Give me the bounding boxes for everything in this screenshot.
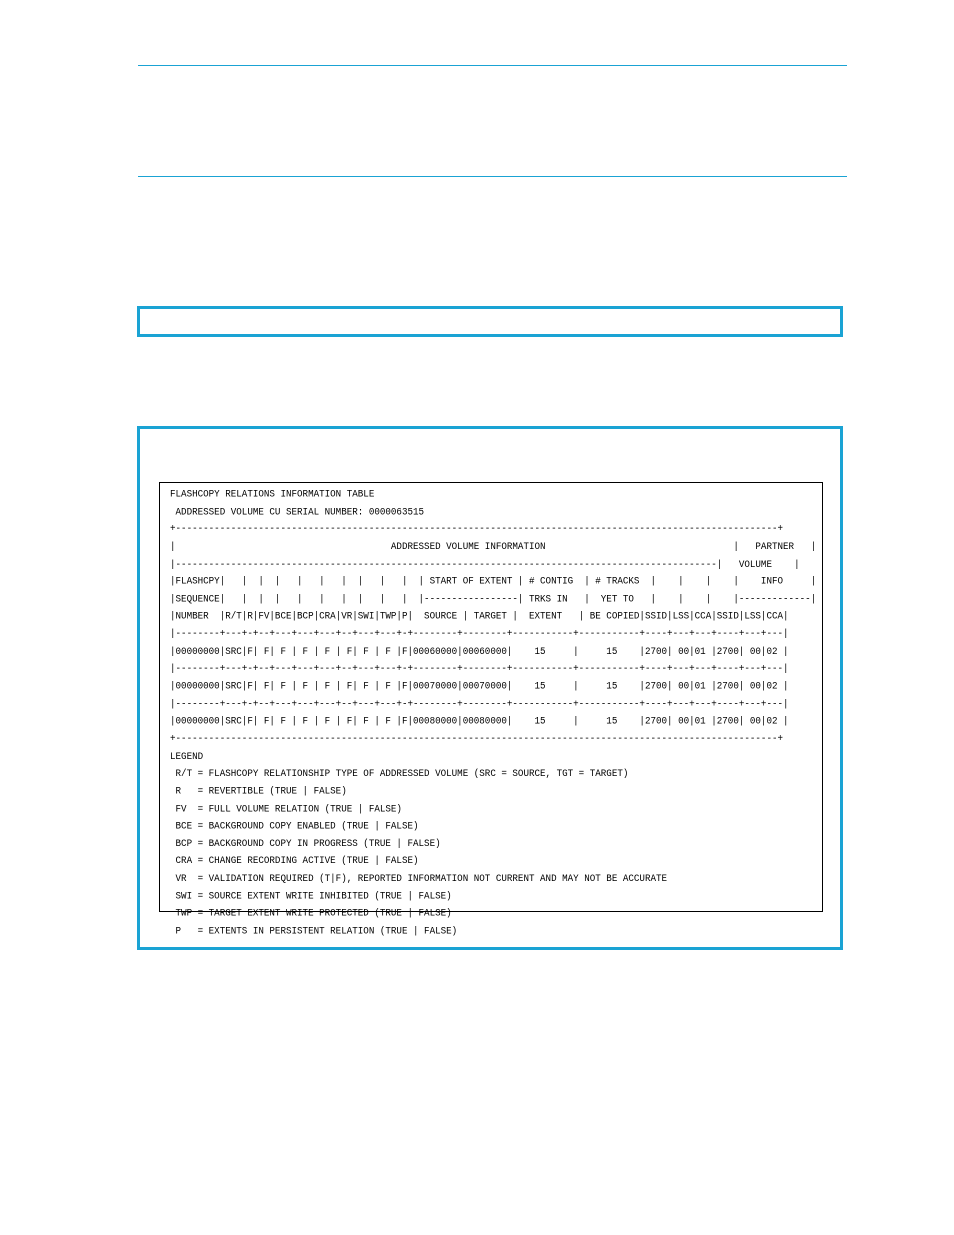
report-line: BCE = BACKGROUND COPY ENABLED (TRUE | FALSE) bbox=[170, 820, 419, 832]
report-line: |FLASHCPY| | | | | | | | | | | START OF EXTENT | # CONTIG | # TRACKS | | | | INFO | bbox=[170, 575, 817, 588]
report-line: R/T = FLASHCOPY RELATIONSHIP TYPE OF ADDRESSED VOLUME (SRC = SOURCE, TGT = TARGET) bbox=[170, 767, 629, 780]
report-line: P = EXTENTS IN PERSISTENT RELATION (TRUE | FALSE) bbox=[170, 924, 458, 937]
report-line: SWI = SOURCE EXTENT WRITE INHIBITED (TRUE | FALSE) bbox=[170, 889, 452, 902]
empty-callout-box bbox=[137, 306, 843, 337]
header-rule-bottom bbox=[138, 176, 847, 177]
report-line: |00000000|SRC|F| F| F | F | F | F| F | F |F|00070000|00070000| 15 | 15 |2700| 00|01 |2700| 00|02 | bbox=[170, 680, 789, 692]
report-line: ADDRESSED VOLUME CU SERIAL NUMBER: 0000063515 bbox=[170, 505, 425, 518]
report-line: |--------+---+-+--+---+---+---+--+---+---+-+--------+--------+-----------+-----------+----+---+---+----+---+---| bbox=[170, 697, 789, 710]
report-line: FV = FULL VOLUME RELATION (TRUE | FALSE) bbox=[170, 802, 402, 815]
report-line: +-------------------------------------------------------------------------------------------------------------+ bbox=[170, 732, 784, 745]
header-rule-top bbox=[138, 65, 847, 66]
report-line: CRA = CHANGE RECORDING ACTIVE (TRUE | FALSE) bbox=[170, 855, 419, 867]
report-line: +-------------------------------------------------------------------------------------------------------------+ bbox=[170, 523, 784, 535]
report-line: |--------------------------------------------------------------------------------------------------| VOLUME | bbox=[170, 557, 800, 570]
report-line: |NUMBER |R/T|R|FV|BCE|BCP|CRA|VR|SWI|TWP|P| SOURCE | TARGET | EXTENT | BE COPIED|SSID|LSS|CCA|SSID|LSS|CCA| bbox=[170, 610, 789, 622]
report-line: |SEQUENCE| | | | | | | | | | |-----------------| TRKS IN | YET TO | | | |-------------| bbox=[170, 592, 817, 605]
report-line: | ADDRESSED VOLUME INFORMATION | PARTNER | bbox=[170, 540, 817, 553]
report-line: TWP = TARGET EXTENT WRITE PROTECTED (TRUE | FALSE) bbox=[170, 907, 452, 919]
report-line: |00000000|SRC|F| F| F | F | F | F| F | F |F|00080000|00080000| 15 | 15 |2700| 00|01 |2700| 00|02 | bbox=[170, 715, 789, 727]
report-line: R = REVERTIBLE (TRUE | FALSE) bbox=[170, 785, 347, 797]
report-line: VR = VALIDATION REQUIRED (T|F), REPORTED INFORMATION NOT CURRENT AND MAY NOT BE ACCURATE bbox=[170, 872, 668, 885]
report-line: BCP = BACKGROUND COPY IN PROGRESS (TRUE | FALSE) bbox=[170, 837, 441, 850]
report-line: |--------+---+-+--+---+---+---+--+---+---+-+--------+--------+-----------+-----------+----+---+---+----+---+---| bbox=[170, 662, 789, 675]
report-line: |--------+---+-+--+---+---+---+--+---+---+-+--------+--------+-----------+-----------+----+---+---+----+---+---| bbox=[170, 627, 789, 640]
report-screen bbox=[159, 482, 823, 937]
report-text bbox=[170, 486, 816, 940]
report-line: FLASHCOPY RELATIONS INFORMATION TABLE bbox=[170, 488, 375, 500]
report-line: |00000000|SRC|F| F| F | F | F | F| F | F |F|00060000|00060000| 15 | 15 |2700| 00|01 |2700| 00|02 | bbox=[170, 645, 789, 657]
report-line: LEGEND bbox=[170, 750, 204, 762]
